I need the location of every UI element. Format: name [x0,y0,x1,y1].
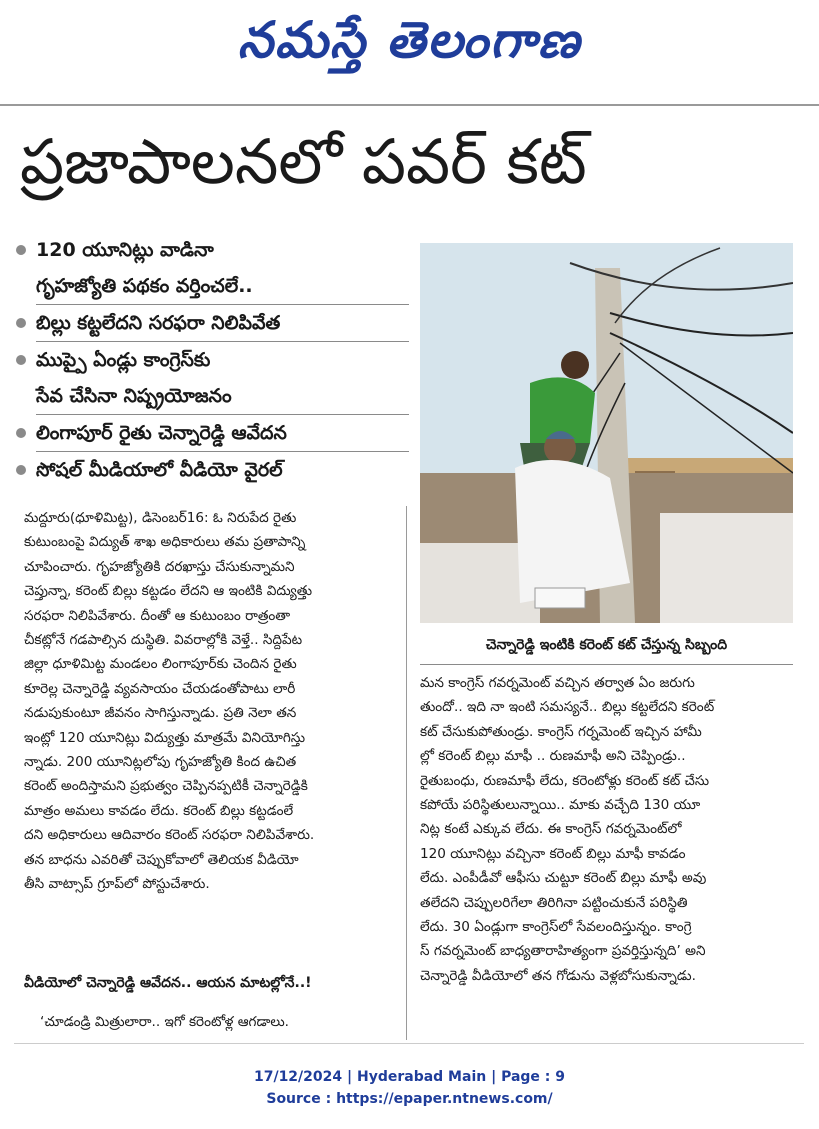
body-line: లేదు. 30 ఏండ్లుగా కాంగ్రెస్‌లో సేవలందిస్తున్నం. కాంగ్రె [420,919,692,936]
body-line: స్ గవర్నమెంట్ బాధ్యతారాహిత్యంగా ప్రవర్తిస్తున్నది’ అని [420,943,706,960]
footer-rule [14,1043,804,1044]
article-body-right [420,671,792,988]
bullet-dot-icon [16,245,26,255]
body-line: తన బాధను ఎవరితో చెప్పుకోవాలో తెలియక వీడియో [24,851,299,868]
newspaper-logo: నమస్తే తెలంగాణ [237,10,582,69]
body-line: మద్దూరు(ధూళిమిట్ట), డిసెంబర్16: ఓ నిరుపేద రైతు [24,510,297,526]
sub-heading: వీడియోలో చెన్నారెడ్డి ఆవేదన.. ఆయన మాటల్లోనే..! [24,975,312,991]
bullet-item [14,232,409,304]
photo-caption: చెన్నారెడ్డి ఇంటికి కరెంట్ కట్ చేస్తున్న సిబ్బంది [485,637,728,653]
body-line: కట్ చేసుకుపోతుండ్రు. కాంగ్రెస్ గర్నమెంట్ ఇచ్చిన హామీ [420,723,702,740]
headline: ప్రజాపాలనలో పవర్ కట్ [20,125,587,198]
news-photo [420,243,793,623]
body-line: జిల్లా ధూళిమిట్ట మండలం లింగాపూర్‌కు చెందిన రైతు [24,656,297,673]
bullet-dot-icon [16,428,26,438]
electricity-pole-photo-illustration [420,243,793,623]
masthead-rule [0,104,819,106]
body-line: న్నాడు. 200 యూనిట్లలోపు గృహజ్యోతి కింద ఉచిత [24,754,297,771]
body-line: నడుపుకుంటూ జీవనం సాగిస్తున్నాడు. ప్రతి నెలా తన [24,705,297,722]
column-divider [406,506,407,1040]
article-body-left [24,506,392,897]
bullet-item [14,342,409,414]
bullet-text: సోషల్ మీడియాలో వీడియో వైరల్ [36,459,283,481]
bullet-text: గృహజ్యోతి పథకం వర్తించలే.. [36,275,253,297]
body-line: ల్లో కరెంట్ బిల్లు మాఫీ .. రుణమాఫీ అని చెప్పిండ్రు.. [420,748,686,765]
bullet-item [14,305,409,341]
bullet-text: 120 యూనిట్లు వాడినా [36,239,214,261]
caption-rule [420,664,793,665]
body-line: తుందో.. ఇది నా ఇంటి సమస్యనే.. బిల్లు కట్టలేదని కరెంట్ [420,699,715,716]
body-line: చెన్నారెడ్డి వీడియోలో తన గోడును వెళ్లబోసుకున్నాడు. [420,967,696,984]
quote-line: ‘చూడండ్రి మిత్రులారా.. ఇగో కరెంటోళ్ల ఆగడాలు. [40,1014,289,1030]
body-line: చూపించారు. గృహజ్యోతికి దరఖాస్తు చేసుకున్నామని [24,558,295,575]
body-line: నిట్ల కంటే ఎక్కువ లేదు. ఈ కాంగ్రెస్ గవర్నమెంట్‌లో [420,821,682,838]
bullet-list [14,232,409,488]
bullet-dot-icon [16,355,26,365]
body-line: చీకట్లోనే గడపాల్సిన దుస్థితి. వివరాల్లోకి వెళ్తే.. సిద్దిపేట [24,632,303,649]
body-line: లేదు. ఎంపీడీవో ఆఫీసు చుట్టూ కరెంట్ బిల్లు మాఫీ అవు [420,870,707,887]
body-line: చెప్తున్నా, కరెంట్ బిల్లు కట్టడం లేదని ఆ ఇంటికి విద్యుత్తు [24,583,313,600]
bullet-text: లింగాపూర్ రైతు చెన్నారెడ్డి ఆవేదన [36,422,287,444]
body-line: తలేదని చెప్పులరిగేలా తిరిగినా పట్టించుకునే పరిస్థితి [420,894,688,911]
body-line: మన కాంగ్రెస్ గవర్నమెంట్ వచ్చిన తర్వాత ఏం జరుగు [420,675,695,691]
bullet-text: ముప్పై ఏండ్లు కాంగ్రెస్‌కు [36,349,211,371]
body-line: కుటుంబంపై విద్యుత్ శాఖ అధికారులు తమ ప్రతాపాన్ని [24,534,306,551]
body-line: కూరెల్ల చెన్నారెడ్డి వ్యవసాయం చేయడంతోపాటు లారీ [24,680,296,697]
bullet-dot-icon [16,318,26,328]
body-line: రైతుబంధు, రుణమాఫీ లేదు, కరెంటోళ్లు కరెంట్ కట్ చేసు [420,772,710,789]
body-line: కరెంట్ అందిస్తామని ప్రభుత్వం చెప్పినప్పటికీ చెన్నారెడ్డికి [24,778,308,795]
footer [0,1066,819,1110]
body-line: సరఫరా నిలిపివేశారు. దీంతో ఆ కుటుంబం రాత్రంతా [24,607,291,624]
body-line: తీసి వాట్సాప్ గ్రూప్‌లో పోస్టుచేశారు. [24,876,210,893]
footer-source-link[interactable]: Source : https://epaper.ntnews.com/ [266,1091,553,1107]
body-line: 120 యూనిట్లు వచ్చినా కరెంట్ బిల్లు మాఫీ కావడం [420,845,686,862]
bullet-text: సేవ చేసినా నిష్ప్రయోజనం [36,385,232,407]
bullet-text: బిల్లు కట్టలేదని సరఫరా నిలిపివేత [36,312,281,334]
body-line: ఇంట్లో 120 యూనిట్లు విద్యుత్తు మాత్రమే వినియోగిస్తు [24,729,306,746]
body-line: మాత్రం అమలు కావడం లేదు. కరెంట్ బిల్లు కట్టడంలే [24,802,294,819]
body-line: దని అధికారులు ఆదివారం కరెంట్ సరఫరా నిలిపివేశారు. [24,827,315,844]
bullet-dot-icon [16,465,26,475]
masthead [0,0,819,98]
body-line: కపోయే పరిస్థితులున్నాయి.. మాకు వచ్చేది 130 యూ [420,797,701,814]
bullet-item [14,415,409,451]
footer-date-edition: 17/12/2024 | Hyderabad Main | Page : 9 [253,1069,566,1085]
bullet-item [14,452,409,488]
